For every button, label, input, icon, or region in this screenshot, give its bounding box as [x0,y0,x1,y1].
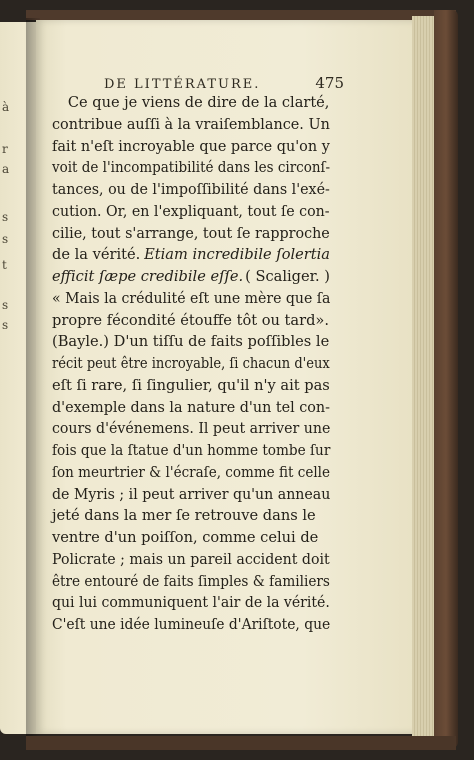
text-line: être entouré de faits ſimples & familiers [52,572,330,590]
text-line: voit de l'incompatibilité dans les circonſ- [52,159,331,177]
text-line: eſt ſi rare, ſi ſingulier, qu'il n'y ait pas [52,376,330,394]
page-number: 475 [315,74,344,92]
running-title: DE LITTÉRATURE. [104,77,261,92]
facing-page-letter: s [2,318,9,332]
text-line: C'eſt une idée lumineuſe d'Ariſtote, que [52,616,331,633]
text-line: qui lui communiquent l'air de la vérité. [52,594,330,612]
text-line [52,266,330,288]
facing-page-letter: à [2,100,10,114]
facing-page-letter: t [2,258,7,272]
body-text [52,92,330,636]
text-line: de Myris ; il peut arriver qu'un anneau [52,485,331,503]
page-header [104,74,344,92]
text-line: (Bayle.) D'un tiſſu de faits poſſibles le [52,333,330,351]
text-line: cilie, tout s'arrange, tout ſe rapproche [52,224,330,242]
text-span: de la vérité. [52,246,141,264]
citation: ( Scaliger. ) [245,268,330,285]
text-line: Policrate ; mais un pareil accident doit [52,550,330,568]
book-cover-edge [434,10,458,748]
text-line: ſon meurtrier & l'écraſe, comme fit celle [52,463,330,481]
text-line: d'exemple dans la nature d'un tel con- [52,398,330,416]
text-line: « Mais la crédulité eſt une mère que ſa [52,289,331,307]
text-line: contribue auſſi à la vraiſemblance. Un [52,115,330,133]
text-line: cours d'événemens. Il peut arriver une [52,420,331,438]
text-line: propre fécondité étouffe tôt ou tard». [52,311,330,329]
facing-page-letter: r [2,142,8,156]
facing-page-letter: s [2,232,9,246]
text-line: jeté dans la mer ſe retrouve dans le [52,507,316,525]
text-line: récit peut être incroyable, ſi chacun d'eux [52,355,330,372]
latin-quote: Etiam incredibile ſolertia [144,246,330,264]
facing-page-letter: a [2,162,10,176]
facing-page-letter: s [2,298,9,312]
text-line: fois que la ſtatue d'un homme tombe ſur [52,442,331,459]
text-line: fait n'eſt incroyable que parce qu'on y [52,137,330,155]
text-line: tances, ou de l'impoſſibilité dans l'exé- [52,181,330,198]
book-cover-top [26,10,456,20]
text-line [52,244,330,266]
facing-page-letter: s [2,210,9,224]
latin-quote: efficit ſæpe credibile eſſe. [52,268,244,285]
text-line: Ce que je viens de dire de la clarté, [67,94,330,111]
text-line: cution. Or, en l'expliquant, tout ſe con- [52,202,330,220]
text-line: ventre d'un poiſſon, comme celui de [52,529,319,546]
book-cover-bottom [26,736,456,750]
